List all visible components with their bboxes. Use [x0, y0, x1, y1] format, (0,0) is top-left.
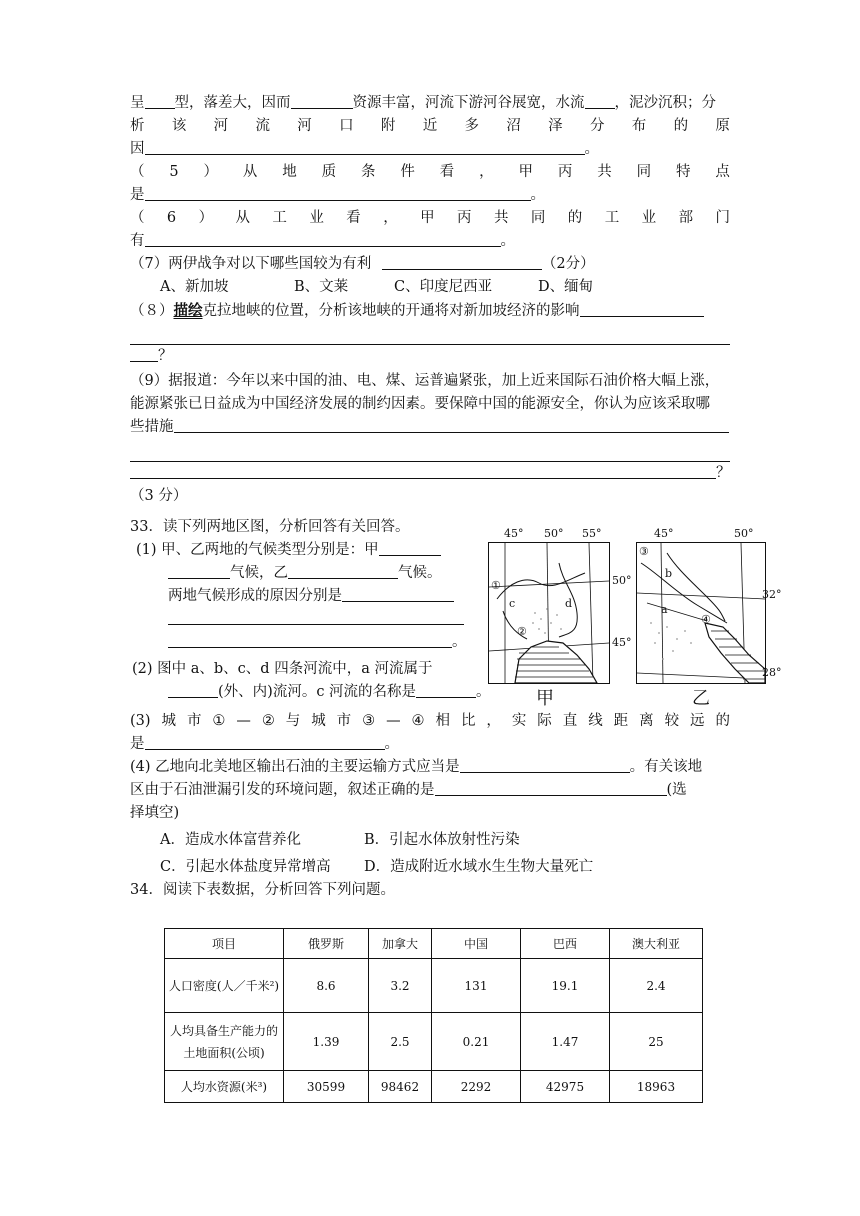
longitude-label: 45° — [504, 527, 524, 540]
char: 城 — [311, 713, 326, 729]
table-cell: 19.1 — [521, 959, 610, 1013]
char: 近 — [422, 118, 438, 134]
q33-options-row2 — [130, 856, 730, 879]
char: 析 — [130, 118, 145, 134]
text: 。 — [476, 684, 491, 700]
option[interactable]: C．引起水体盐度异常增高 — [160, 859, 331, 875]
char: ， — [383, 210, 398, 226]
option[interactable]: A．造成水体富营养化 — [160, 832, 301, 848]
table-cell: 2.4 — [610, 959, 703, 1013]
city-label: ④ — [701, 613, 711, 626]
text: 择填空) — [130, 805, 180, 821]
table-cell: 2292 — [432, 1071, 521, 1103]
text: 气候，乙 — [230, 565, 288, 581]
text: 是 — [130, 736, 145, 752]
text: 。有关该地 — [629, 759, 703, 775]
text: 能源紧张已日益成为中国经济发展的制约因素。要保障中国的能源安全，你认为应该采取哪 — [130, 396, 710, 412]
latitude-label: 45° — [612, 636, 632, 649]
table-cell: 30599 — [284, 1071, 369, 1103]
text: (1) 甲、乙两地的气候类型分别是：甲 — [136, 542, 379, 558]
q6-line1 — [130, 207, 730, 230]
answer-blank[interactable] — [435, 779, 667, 796]
table-cell: 0.21 — [432, 1013, 521, 1071]
q9-line3 — [130, 416, 730, 439]
q9-score — [130, 485, 730, 508]
longitude-label: 50° — [734, 527, 754, 540]
river-label: d — [565, 597, 573, 610]
score: （2分） — [541, 256, 595, 272]
char: 布 — [631, 118, 647, 134]
char: ② — [261, 713, 275, 729]
text: 气候。 — [398, 565, 442, 581]
answer-blank[interactable] — [379, 539, 441, 556]
char: 线 — [588, 713, 603, 729]
q8-line1 — [130, 299, 730, 322]
option[interactable]: D．造成附近水域水生生物大量死亡 — [364, 859, 594, 875]
map-yi — [636, 542, 766, 684]
char: 从 — [235, 210, 250, 226]
q33-s4-c — [130, 802, 730, 825]
char: 原 — [715, 118, 730, 134]
river-label: a — [661, 603, 668, 616]
table-header: 加拿大 — [369, 929, 432, 959]
char: 共 — [597, 164, 612, 180]
answer-blank[interactable] — [145, 230, 501, 247]
answer-blank[interactable] — [291, 92, 353, 109]
option[interactable]: C、印度尼西亚 — [394, 279, 493, 295]
text: ？ — [158, 348, 173, 364]
char: — — [386, 713, 401, 729]
char: 看 — [439, 164, 455, 180]
answer-blank[interactable] — [145, 138, 585, 155]
keyword: 描绘 — [173, 302, 203, 319]
text: 型，落差大，因而 — [174, 95, 291, 111]
q33-s3-a — [130, 710, 730, 733]
char: 实 — [511, 713, 527, 729]
river-label: c — [509, 597, 516, 610]
char: 看 — [346, 210, 361, 226]
answer-blank[interactable] — [416, 681, 476, 698]
q4-line2 — [130, 115, 730, 138]
char: 质 — [321, 164, 337, 180]
char: 河 — [213, 118, 229, 134]
table-header: 俄罗斯 — [284, 929, 369, 959]
option[interactable]: A、新加坡 — [160, 279, 229, 295]
table-cell: 25 — [610, 1013, 703, 1071]
answer-blank[interactable] — [168, 681, 218, 698]
text: 些措施 — [130, 419, 174, 435]
char: 共 — [493, 210, 509, 226]
char: 特 — [675, 164, 691, 180]
table-cell: 3.2 — [369, 959, 432, 1013]
text: 。 — [452, 634, 467, 650]
map-jia-drawing — [489, 543, 609, 683]
answer-blank[interactable] — [585, 92, 615, 109]
q33-options-row1 — [130, 829, 730, 852]
option[interactable]: B、文莱 — [294, 279, 349, 295]
table-header: 澳大利亚 — [610, 929, 703, 959]
answer-blank[interactable] — [145, 92, 175, 109]
char: 的 — [715, 713, 730, 729]
answer-blank[interactable] — [168, 631, 452, 648]
table-header-row — [165, 929, 703, 959]
map-caption: 乙 — [692, 688, 710, 709]
q4-line3: 因 。 — [130, 138, 730, 161]
table-cell: 2.5 — [369, 1013, 432, 1071]
char: 较 — [664, 713, 680, 729]
longitude-label: 55° — [582, 527, 602, 540]
text: （9）据报道：今年以来中国的油、电、煤、运普遍紧张，加上近来国际石油价格大幅上涨， — [130, 373, 720, 389]
char: 城 — [161, 713, 176, 729]
char: 件 — [400, 164, 415, 180]
answer-blank[interactable] — [342, 585, 454, 602]
table-cell: 1.39 — [284, 1013, 369, 1071]
answer-blank[interactable] — [130, 462, 716, 479]
char: 相 — [435, 713, 450, 729]
region-maps — [488, 527, 782, 709]
answer-blank[interactable] — [382, 253, 542, 270]
q5-line2: 是 。 — [130, 184, 730, 207]
answer-line[interactable] — [130, 322, 730, 345]
char: 附 — [380, 118, 396, 134]
text: 资源丰富，河流下游河谷展宽，水流 — [352, 95, 585, 111]
text: (选 — [666, 782, 687, 798]
char: 际 — [537, 713, 552, 729]
latitude-label: 28° — [762, 666, 782, 679]
table-cell: 8.6 — [284, 959, 369, 1013]
text: 区由于石油泄漏引发的环境问题，叙述正确的是 — [130, 782, 435, 798]
char: 工 — [604, 210, 620, 226]
char: （ — [130, 210, 145, 226]
answer-blank[interactable] — [168, 608, 464, 625]
text: 呈 — [130, 95, 145, 111]
char: ， — [479, 164, 494, 180]
char: ④ — [411, 713, 425, 729]
text: （7）两伊战争对以下哪些国较为有利 — [130, 256, 372, 272]
longitude-label: 45° — [654, 527, 674, 540]
answer-blank[interactable] — [145, 184, 531, 201]
table-row — [165, 1071, 703, 1103]
char: 距 — [613, 713, 629, 729]
data-table — [164, 928, 703, 1103]
char: 业 — [641, 210, 657, 226]
q34-title — [130, 879, 730, 902]
char: 点 — [715, 164, 730, 180]
option[interactable]: B．引起水体放射性污染 — [364, 832, 520, 848]
table-cell: 1.47 — [521, 1013, 610, 1071]
q9-line2 — [130, 393, 730, 416]
char: ① — [212, 713, 226, 729]
char: 同 — [530, 210, 546, 226]
text: 因 — [130, 141, 145, 157]
table-cell: 人口密度(人／千米²) — [165, 959, 284, 1013]
char: 离 — [639, 713, 654, 729]
city-label: ② — [517, 625, 527, 638]
char: ， — [486, 713, 501, 729]
char: — — [236, 713, 251, 729]
char: 的 — [673, 118, 689, 134]
char: 业 — [309, 210, 324, 226]
char: 市 — [186, 713, 202, 729]
city-label: ① — [491, 579, 501, 592]
text: (4) 乙地向北美地区输出石油的主要运输方式应当是 — [130, 759, 460, 775]
char: 多 — [464, 118, 479, 134]
text: 两地气候形成的原因分别是 — [168, 588, 342, 604]
char: 的 — [567, 210, 583, 226]
q4-line1 — [130, 92, 730, 115]
char: 5 — [169, 164, 179, 180]
answer-blank[interactable] — [168, 562, 230, 579]
table-row — [165, 1013, 703, 1071]
text: 有 — [130, 233, 145, 249]
char: 流 — [255, 118, 270, 134]
char: 条 — [360, 164, 376, 180]
char: 同 — [636, 164, 652, 180]
score: （3 分） — [130, 488, 188, 504]
char: ） — [198, 210, 214, 226]
char: 甲 — [420, 210, 435, 226]
char: 部 — [678, 210, 694, 226]
char: 丙 — [557, 164, 573, 180]
text: (2) 图中 a、b、c、d 四条河流中，a 河流属于 — [132, 661, 433, 677]
char: 6 — [166, 210, 177, 226]
text: (外、内)流河。c 河流的名称是 — [218, 684, 417, 700]
answer-blank[interactable] — [460, 756, 630, 773]
char: 河 — [297, 118, 312, 134]
text: （８） — [130, 303, 174, 319]
table-header: 巴西 — [521, 929, 610, 959]
char: 甲 — [518, 164, 533, 180]
answer-blank[interactable] — [174, 416, 729, 433]
city-label: ③ — [639, 545, 649, 558]
text: 。 — [384, 736, 399, 752]
river-label: b — [665, 567, 673, 580]
char: 丙 — [457, 210, 472, 226]
char: (3) — [130, 713, 151, 729]
text: ，泥沙沉积；分 — [614, 95, 716, 111]
table-row — [165, 959, 703, 1013]
q9-line5 — [130, 462, 730, 485]
char: 市 — [336, 713, 352, 729]
answer-blank[interactable] — [288, 562, 398, 579]
char: ） — [203, 164, 218, 180]
q33-s3-b — [130, 733, 730, 756]
char: （ — [130, 164, 145, 180]
q7-line — [130, 253, 730, 276]
char: 工 — [272, 210, 287, 226]
q33-s4-a — [130, 756, 730, 779]
char: 比 — [460, 713, 476, 729]
map-caption: 甲 — [536, 688, 554, 709]
table-cell: 131 — [432, 959, 521, 1013]
text: 是 — [130, 187, 145, 203]
char: 从 — [242, 164, 258, 180]
map-jia — [488, 542, 610, 684]
question-block-32 — [130, 92, 730, 508]
table-cell: 人均具备生产能力的土地面积(公顷) — [165, 1013, 284, 1071]
q5-line1 — [130, 161, 730, 184]
char: 与 — [285, 713, 301, 729]
text: 34．阅读下表数据，分析回答下列问题。 — [130, 882, 395, 898]
char: 该 — [171, 118, 187, 134]
char: ③ — [362, 713, 376, 729]
char: 沼 — [506, 118, 521, 134]
q8-line3 — [130, 345, 730, 368]
answer-blank[interactable] — [130, 345, 158, 362]
table-cell: 42975 — [521, 1071, 610, 1103]
char: 地 — [282, 164, 297, 180]
answer-blank[interactable] — [580, 300, 704, 317]
q7-options — [130, 276, 730, 299]
table-header: 项目 — [165, 929, 284, 959]
answer-line[interactable] — [130, 439, 730, 462]
latitude-label: 50° — [612, 574, 632, 587]
q6-line2: 有 。 — [130, 230, 730, 253]
text: ？ — [716, 465, 731, 481]
q33-s4-b — [130, 779, 730, 802]
longitude-label: 50° — [544, 527, 564, 540]
char: 门 — [715, 210, 730, 226]
table-cell: 人均水资源(米³) — [165, 1071, 284, 1103]
char: 分 — [589, 118, 605, 134]
text: 33．读下列两地区图，分析回答有关回答。 — [130, 519, 410, 535]
char: 泽 — [548, 118, 563, 134]
table-cell: 98462 — [369, 1071, 432, 1103]
char: 直 — [562, 713, 578, 729]
char: 口 — [339, 118, 354, 134]
answer-blank[interactable] — [145, 733, 385, 750]
text: 克拉地峡的位置，分析该地峡的开通将对新加坡经济的影响 — [202, 303, 580, 319]
option[interactable]: D、缅甸 — [538, 279, 594, 295]
table-cell: 18963 — [610, 1071, 703, 1103]
latitude-label: 32° — [762, 588, 782, 601]
q9-line1 — [130, 370, 730, 393]
char: 远 — [690, 713, 705, 729]
table-header: 中国 — [432, 929, 521, 959]
